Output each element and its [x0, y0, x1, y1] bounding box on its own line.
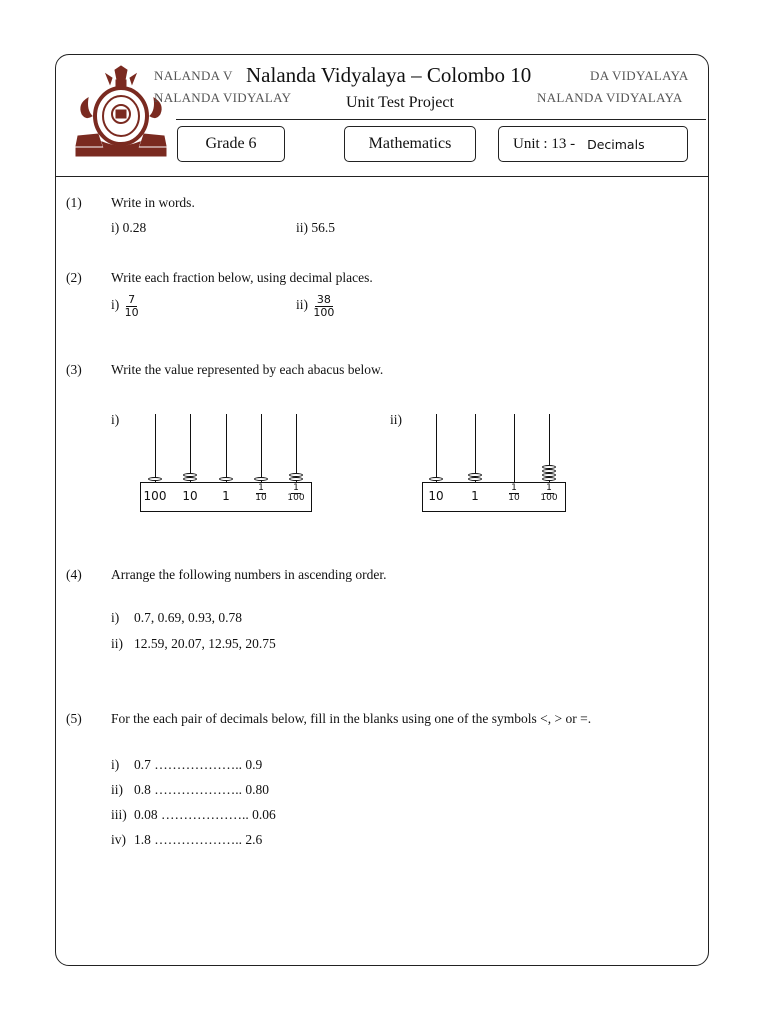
list-item-value: 1.8 ……………….. 2.6: [134, 832, 263, 847]
abacus-label: ii): [390, 412, 402, 427]
abacus-bead: [183, 477, 197, 481]
list-item-label: ii): [111, 782, 123, 797]
fraction-denominator: 10: [124, 305, 139, 319]
abacus-place-label: $\frac{1}{100}$: [540, 483, 558, 504]
question-number: (1): [66, 195, 82, 210]
abacus-place-label: 10: [182, 489, 198, 503]
list-item-label: iv): [111, 832, 126, 847]
question-part: ii) 56.5: [296, 220, 335, 235]
abacus-2: [422, 414, 566, 512]
abacus-label: i): [111, 412, 120, 427]
page-subtitle: Unit Test Project: [346, 94, 454, 111]
question-number: (4): [66, 567, 82, 582]
question-number: (5): [66, 711, 82, 726]
abacus-rod: [261, 414, 262, 482]
school-title: Nalanda Vidyalaya – Colombo 10: [246, 63, 532, 87]
fraction: [311, 294, 336, 318]
question-text: Write in words.: [111, 195, 195, 210]
part-label: ii): [296, 297, 308, 313]
header-bottom-divider: [56, 176, 708, 177]
abacus-bead: [542, 473, 556, 477]
abacus-1: [140, 414, 312, 512]
abacus-bead: [254, 477, 268, 481]
abacus-bead: [148, 477, 162, 481]
abacus-place-label: 1: [471, 489, 479, 503]
abacus-bead: [289, 473, 303, 477]
list-item-value: 0.8 ……………….. 0.80: [134, 782, 269, 797]
watermark-text: NALANDA VIDYALAY: [154, 90, 292, 105]
list-item-value: 12.59, 20.07, 12.95, 20.75: [134, 636, 276, 651]
question-text: Write the value represented by each abacus below.: [111, 362, 384, 377]
question-part: i) 0.28: [111, 220, 147, 235]
abacus-rod: [514, 414, 515, 482]
fraction-numerator: 38: [316, 293, 331, 306]
abacus-rod: [226, 414, 227, 482]
abacus-bead: [468, 473, 482, 477]
abacus-rod: [296, 414, 297, 482]
fraction-numerator: 7: [128, 293, 136, 306]
abacus-rod: [475, 414, 476, 482]
watermark-text: NALANDA V: [154, 68, 233, 83]
question-text: Arrange the following numbers in ascending order.: [111, 567, 387, 582]
abacus-place-label: 100: [143, 489, 167, 503]
grade-label: Grade 6: [205, 135, 257, 152]
abacus-rod: [155, 414, 156, 482]
abacus-bead: [289, 477, 303, 481]
unit-name: Decimals: [587, 136, 645, 152]
question-number: (3): [66, 362, 82, 377]
question-text: Write each fraction below, using decimal places.: [111, 270, 373, 285]
grade-box: [177, 126, 285, 162]
abacus-place-label: $\frac{1}{10}$: [508, 483, 520, 504]
question-number: (2): [66, 270, 82, 285]
abacus-bead: [542, 469, 556, 473]
abacus-rod: [190, 414, 191, 482]
subject-box: [344, 126, 476, 162]
fraction: [123, 294, 141, 318]
list-item-label: i): [111, 610, 120, 625]
abacus-bead: [468, 477, 482, 481]
abacus-place-label: $\frac{1}{10}$: [255, 483, 267, 504]
list-item-label: ii): [111, 636, 123, 651]
list-item-value: 0.08 ……………….. 0.06: [134, 807, 276, 822]
unit-box: [498, 126, 688, 162]
question-text: For the each pair of decimals below, fill in the blanks using one of the symbols <, > or =.: [111, 711, 592, 726]
abacus-place-label: $\frac{1}{100}$: [287, 483, 305, 504]
abacus-place-label: 10: [428, 489, 444, 503]
list-item-value: 0.7 ……………….. 0.9: [134, 757, 263, 772]
list-item-value: 0.7, 0.69, 0.93, 0.78: [134, 610, 242, 625]
part-label: i): [111, 297, 120, 313]
abacus-bead: [183, 473, 197, 477]
list-item-label: iii): [111, 807, 127, 822]
unit-label: Unit : 13 -: [513, 135, 576, 152]
watermark-text: DA VIDYALAYA: [590, 68, 689, 83]
header-divider: [176, 119, 706, 120]
abacus-rod: [436, 414, 437, 482]
abacus-place-label: 1: [222, 489, 230, 503]
abacus-bead: [429, 477, 443, 481]
subject-label: Mathematics: [368, 135, 452, 152]
abacus-bead: [542, 477, 556, 481]
fraction-item: [111, 294, 141, 318]
abacus-bead: [219, 477, 233, 481]
fraction-denominator: 100: [313, 305, 335, 319]
watermark-text: NALANDA VIDYALAYA: [537, 90, 683, 105]
abacus-bead: [542, 465, 556, 469]
list-item-label: i): [111, 757, 120, 772]
fraction-item: [296, 294, 336, 318]
